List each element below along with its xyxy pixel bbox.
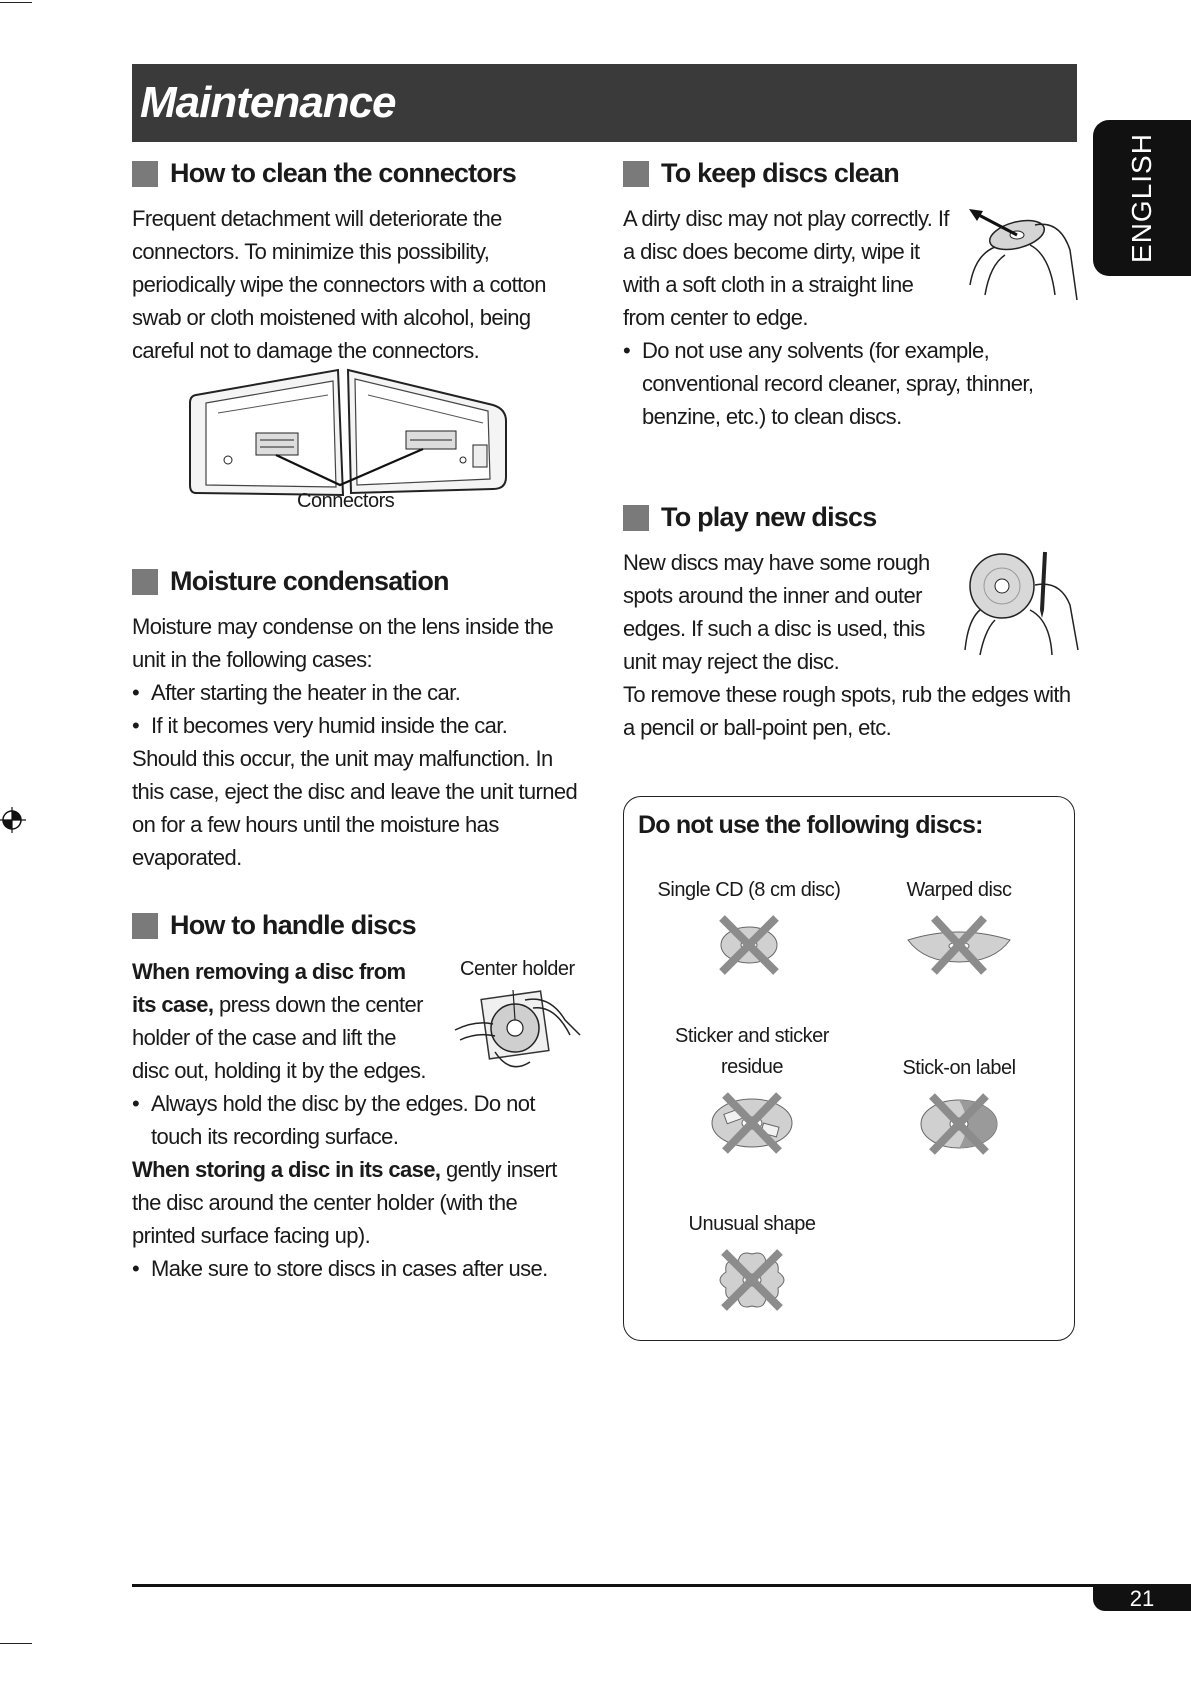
footer-rule: [132, 1584, 1191, 1587]
new-discs-body2-text: To remove these rough spots, rub the edges with a pencil or ball-point pen, etc.: [623, 682, 1071, 740]
keep-clean-bullet: • Do not use any solvents (for example, conventional record cleaner, spray, thinner, benzine, etc.) to clean discs.: [623, 334, 1073, 433]
page-title: Maintenance: [132, 64, 1077, 142]
label-disc-x-icon: [914, 1092, 1004, 1156]
moisture-outro: Should this occur, the unit may malfunction. In this case, eject the disc and leave the unit turned on for a few hours until the moisture has evaporated.: [132, 746, 578, 870]
disc-caption: Single CD (8 cm disc): [657, 879, 841, 901]
section-square-icon: [132, 161, 158, 187]
keep-clean-bullet-block: [623, 334, 1073, 433]
section-square-icon: [623, 161, 649, 187]
language-tab: [1093, 120, 1191, 276]
new-discs-heading: [623, 502, 876, 533]
handle-removing: [132, 955, 432, 1087]
disc-caption: Warped disc: [906, 879, 1012, 901]
handle-heading-text: How to handle discs: [170, 910, 416, 940]
moisture-heading-text: Moisture condensation: [170, 566, 449, 596]
pencil-disc-illustration: [960, 550, 1080, 660]
connectors-body: [132, 202, 582, 367]
do-not-use-title: Do not use the following discs:: [638, 811, 983, 839]
moisture-intro: Moisture may condense on the lens inside the unit in the following cases:: [132, 614, 554, 672]
connectors-heading-text: How to clean the connectors: [170, 158, 516, 188]
disc-item-stick-on-label: [859, 1053, 1059, 1156]
keep-clean-body-text: A dirty disc may not play correctly. If a disc does become dirty, wipe it with a soft cloth in a straight line from center to edge.: [623, 206, 949, 330]
warped-disc-x-icon: [904, 914, 1014, 976]
keep-clean-body: [623, 202, 953, 334]
unusual-shape-disc-x-icon: [714, 1248, 790, 1312]
moisture-heading: [132, 566, 449, 597]
disc-item-single-cd: [649, 875, 849, 976]
handle-bullet: • Make sure to store discs in cases after use.: [132, 1252, 582, 1285]
disc-caption: Unusual shape: [688, 1213, 816, 1235]
wipe-disc-illustration: [965, 205, 1080, 315]
disc-item-sticker: [652, 1021, 852, 1155]
disc-item-warped: [859, 875, 1059, 976]
handle-heading: [132, 910, 416, 941]
handle-bullet: • Always hold the disc by the edges. Do not touch its recording surface.: [132, 1087, 582, 1153]
language-label: ENGLISH: [1126, 133, 1157, 263]
registration-mark-icon: [0, 806, 28, 834]
moisture-body: [132, 610, 582, 874]
do-not-use-box: [623, 796, 1075, 1341]
handle-body-bottom: [132, 1087, 582, 1285]
handle-removing-text: press down the center holder of the case and lift the disc out, holding it by the edges.: [132, 992, 426, 1083]
moisture-bullet: • If it becomes very humid inside the car.: [132, 709, 582, 742]
new-discs-body: [623, 546, 953, 678]
new-discs-heading-text: To play new discs: [661, 502, 877, 532]
handle-storing: [132, 1153, 582, 1252]
handle-removing-bold: When removing a disc from its case,: [132, 959, 406, 1017]
section-square-icon: [623, 505, 649, 531]
crop-mark: [0, 2, 32, 3]
small-disc-x-icon: [714, 914, 784, 976]
center-holder-label: Center holder: [460, 958, 575, 980]
disc-caption: Sticker and sticker residue: [675, 1025, 829, 1078]
connectors-heading: [132, 158, 516, 189]
connectors-figure-label: Connectors: [297, 490, 395, 512]
connectors-body-text: Frequent detachment will deteriorate the connectors. To minimize this possibility, periodically wipe the connectors with a cotton swab or cloth moistened with alcohol, being careful not to damage the connectors.: [132, 206, 546, 363]
keep-clean-heading: [623, 158, 899, 189]
disc-caption: Stick-on label: [902, 1057, 1016, 1079]
sticker-disc-x-icon: [707, 1091, 797, 1155]
new-discs-body-2: [623, 678, 1073, 744]
section-square-icon: [132, 569, 158, 595]
new-discs-body-text: New discs may have some rough spots around the inner and outer edges. If such a disc is used, this unit may reject the disc.: [623, 550, 930, 674]
disc-case-illustration: [455, 990, 585, 1080]
handle-storing-bold: When storing a disc in its case,: [132, 1157, 441, 1182]
disc-item-unusual-shape: [652, 1209, 852, 1312]
moisture-bullet: • After starting the heater in the car.: [132, 676, 582, 709]
page-number: 21: [1093, 1587, 1191, 1611]
crop-mark: [0, 1643, 32, 1644]
faceplate-illustration: [188, 365, 518, 500]
keep-clean-heading-text: To keep discs clean: [661, 158, 899, 188]
handle-storing-text: gently insert the disc around the center holder (with the printed surface facing up).: [132, 1157, 557, 1248]
handle-body-top: [132, 955, 432, 1087]
section-square-icon: [132, 913, 158, 939]
